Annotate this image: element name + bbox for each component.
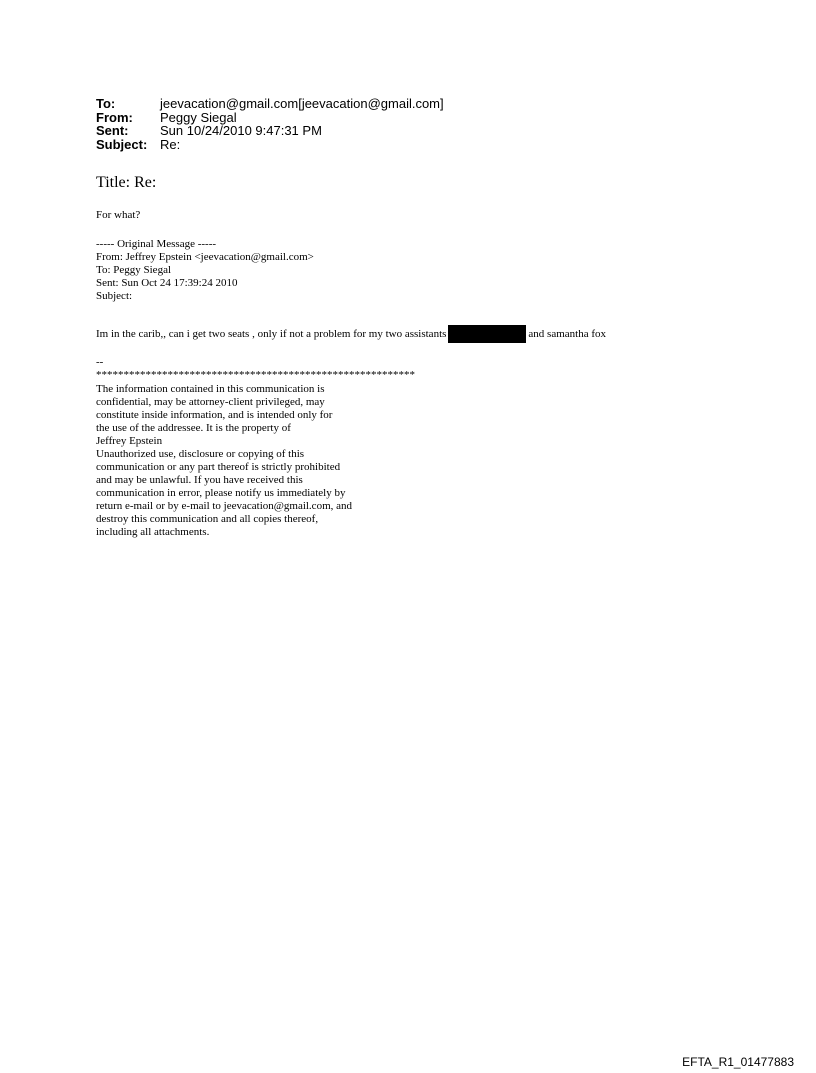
sent-value: Sun 10/24/2010 9:47:31 PM — [160, 123, 322, 138]
to-row — [96, 97, 444, 111]
disclaimer-line: Jeffrey Epstein — [96, 435, 163, 447]
disclaimer — [96, 383, 352, 539]
subject-value: Re: — [160, 136, 181, 152]
message-body — [96, 325, 606, 343]
subject-row — [96, 138, 444, 152]
sent-label: Sent: — [96, 123, 129, 138]
disclaimer-line: constitute inside information, and is intended only for — [96, 409, 333, 421]
signature-dashes: -- — [96, 356, 104, 368]
disclaimer-line: communication or any part thereof is strictly prohibited — [96, 461, 341, 473]
document-title: Title: Re: — [96, 174, 157, 191]
message-text-after: and samantha fox — [528, 327, 606, 340]
to-value: jeevacation@gmail.com[jeevacation@gmail.com] — [160, 96, 444, 111]
bates-number: EFTA_R1_01477883 — [682, 1055, 794, 1069]
original-message — [96, 238, 314, 303]
disclaimer-line: including all attachments. — [96, 526, 210, 538]
from-value: Peggy Siegal — [160, 109, 237, 125]
disclaimer-line: communication in error, please notify us immediately by — [96, 487, 346, 499]
subject-label: Subject: — [96, 136, 148, 152]
original-subject: Subject: — [96, 290, 133, 302]
from-label: From: — [96, 109, 133, 125]
email-header — [96, 97, 444, 151]
signature-stars: ********************************************************** — [96, 369, 415, 381]
disclaimer-line: The information contained in this communication is — [96, 383, 325, 395]
signature-separator — [96, 356, 415, 382]
reply-text: For what? — [96, 209, 141, 221]
original-sent: Sent: Sun Oct 24 17:39:24 2010 — [96, 277, 238, 289]
disclaimer-line: return e-mail or by e-mail to jeevacation@gmail.com, and — [96, 500, 353, 512]
message-text-before: Im in the carib,, can i get two seats , only if not a problem for my two assistants — [96, 327, 447, 340]
sent-row — [96, 124, 444, 138]
redaction-block — [448, 325, 526, 343]
disclaimer-line: and may be unlawful. If you have received this — [96, 474, 303, 486]
disclaimer-line: destroy this communication and all copies thereof, — [96, 513, 319, 525]
disclaimer-line: the use of the addressee. It is the property of — [96, 422, 291, 434]
disclaimer-line: Unauthorized use, disclosure or copying of this — [96, 448, 305, 460]
original-to: To: Peggy Siegal — [96, 264, 172, 276]
from-row — [96, 111, 444, 125]
original-from: From: Jeffrey Epstein <jeevacation@gmail.com> — [96, 251, 314, 263]
original-divider: ----- Original Message ----- — [96, 238, 217, 250]
disclaimer-line: confidential, may be attorney-client privileged, may — [96, 396, 325, 408]
to-label: To: — [96, 96, 116, 111]
